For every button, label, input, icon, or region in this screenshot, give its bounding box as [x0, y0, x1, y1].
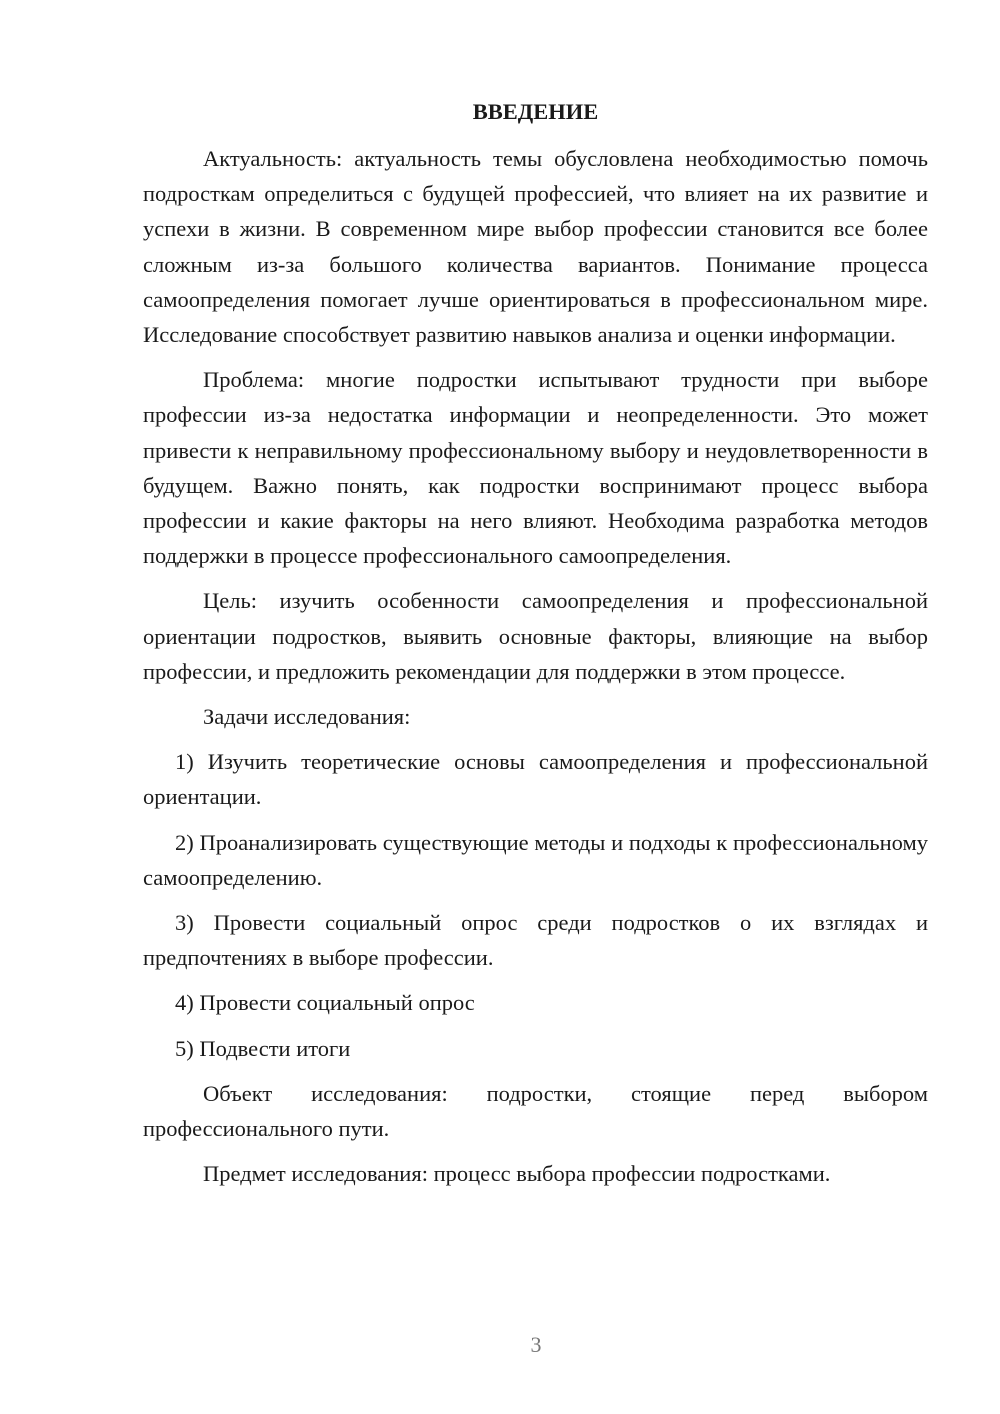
relevance-paragraph: Актуальность: актуальность темы обусловлена необходимостью помочь подросткам определиться с будущей профессией, что влияет на их развитие и успехи в жизни. В современном мире выбор профессии становится все более сложным из-за большого количества вариантов. Понимание процесса самоопределения помогает лучше ориентироваться в профессиональном мире. Исследование способствует развитию навыков анализа и оценки информации. [143, 146, 928, 348]
goal-paragraph: Цель: изучить особенности самоопределения и профессиональной ориентации подростков, выявить основные факторы, влияющие на выбор профессии, и предложить рекомендации для поддержки в этом процессе. [143, 588, 928, 684]
task-item-5: 5) Подвести итоги [175, 1035, 351, 1061]
tasks-label: Задачи исследования: [203, 704, 411, 730]
task-item-4: 4) Провести социальный опрос [175, 990, 475, 1016]
object-paragraph: Объект исследования: подростки, стоящие перед выбором профессионального пути. [143, 1080, 928, 1142]
task-item-3: 3) Провести социальный опрос среди подростков о их взглядах и предпочтениях в выборе профессии. [143, 910, 928, 971]
section-heading: ВВЕДЕНИЕ [472, 99, 599, 124]
page-content [143, 94, 928, 1201]
task-item-2: 2) Проанализировать существующие методы и подходы к профессиональному самоопределению. [143, 829, 928, 890]
subject-paragraph: Предмет исследования: процесс выбора профессии подростками. [203, 1161, 831, 1187]
problem-paragraph: Проблема: многие подростки испытывают трудности при выборе профессии из-за недостатка информации и неопределенности. Это может привести к неправильному профессиональному выбору и неудовлетворенности в будущем. Важно понять, как подростки воспринимают процесс выбора профессии и какие факторы на него влияют. Необходима разработка методов поддержки в процессе профессионального самоопределения. [143, 367, 928, 569]
page-number: 3 [530, 1332, 542, 1357]
task-item-1: 1) Изучить теоретические основы самоопределения и профессиональной ориентации. [143, 749, 928, 810]
